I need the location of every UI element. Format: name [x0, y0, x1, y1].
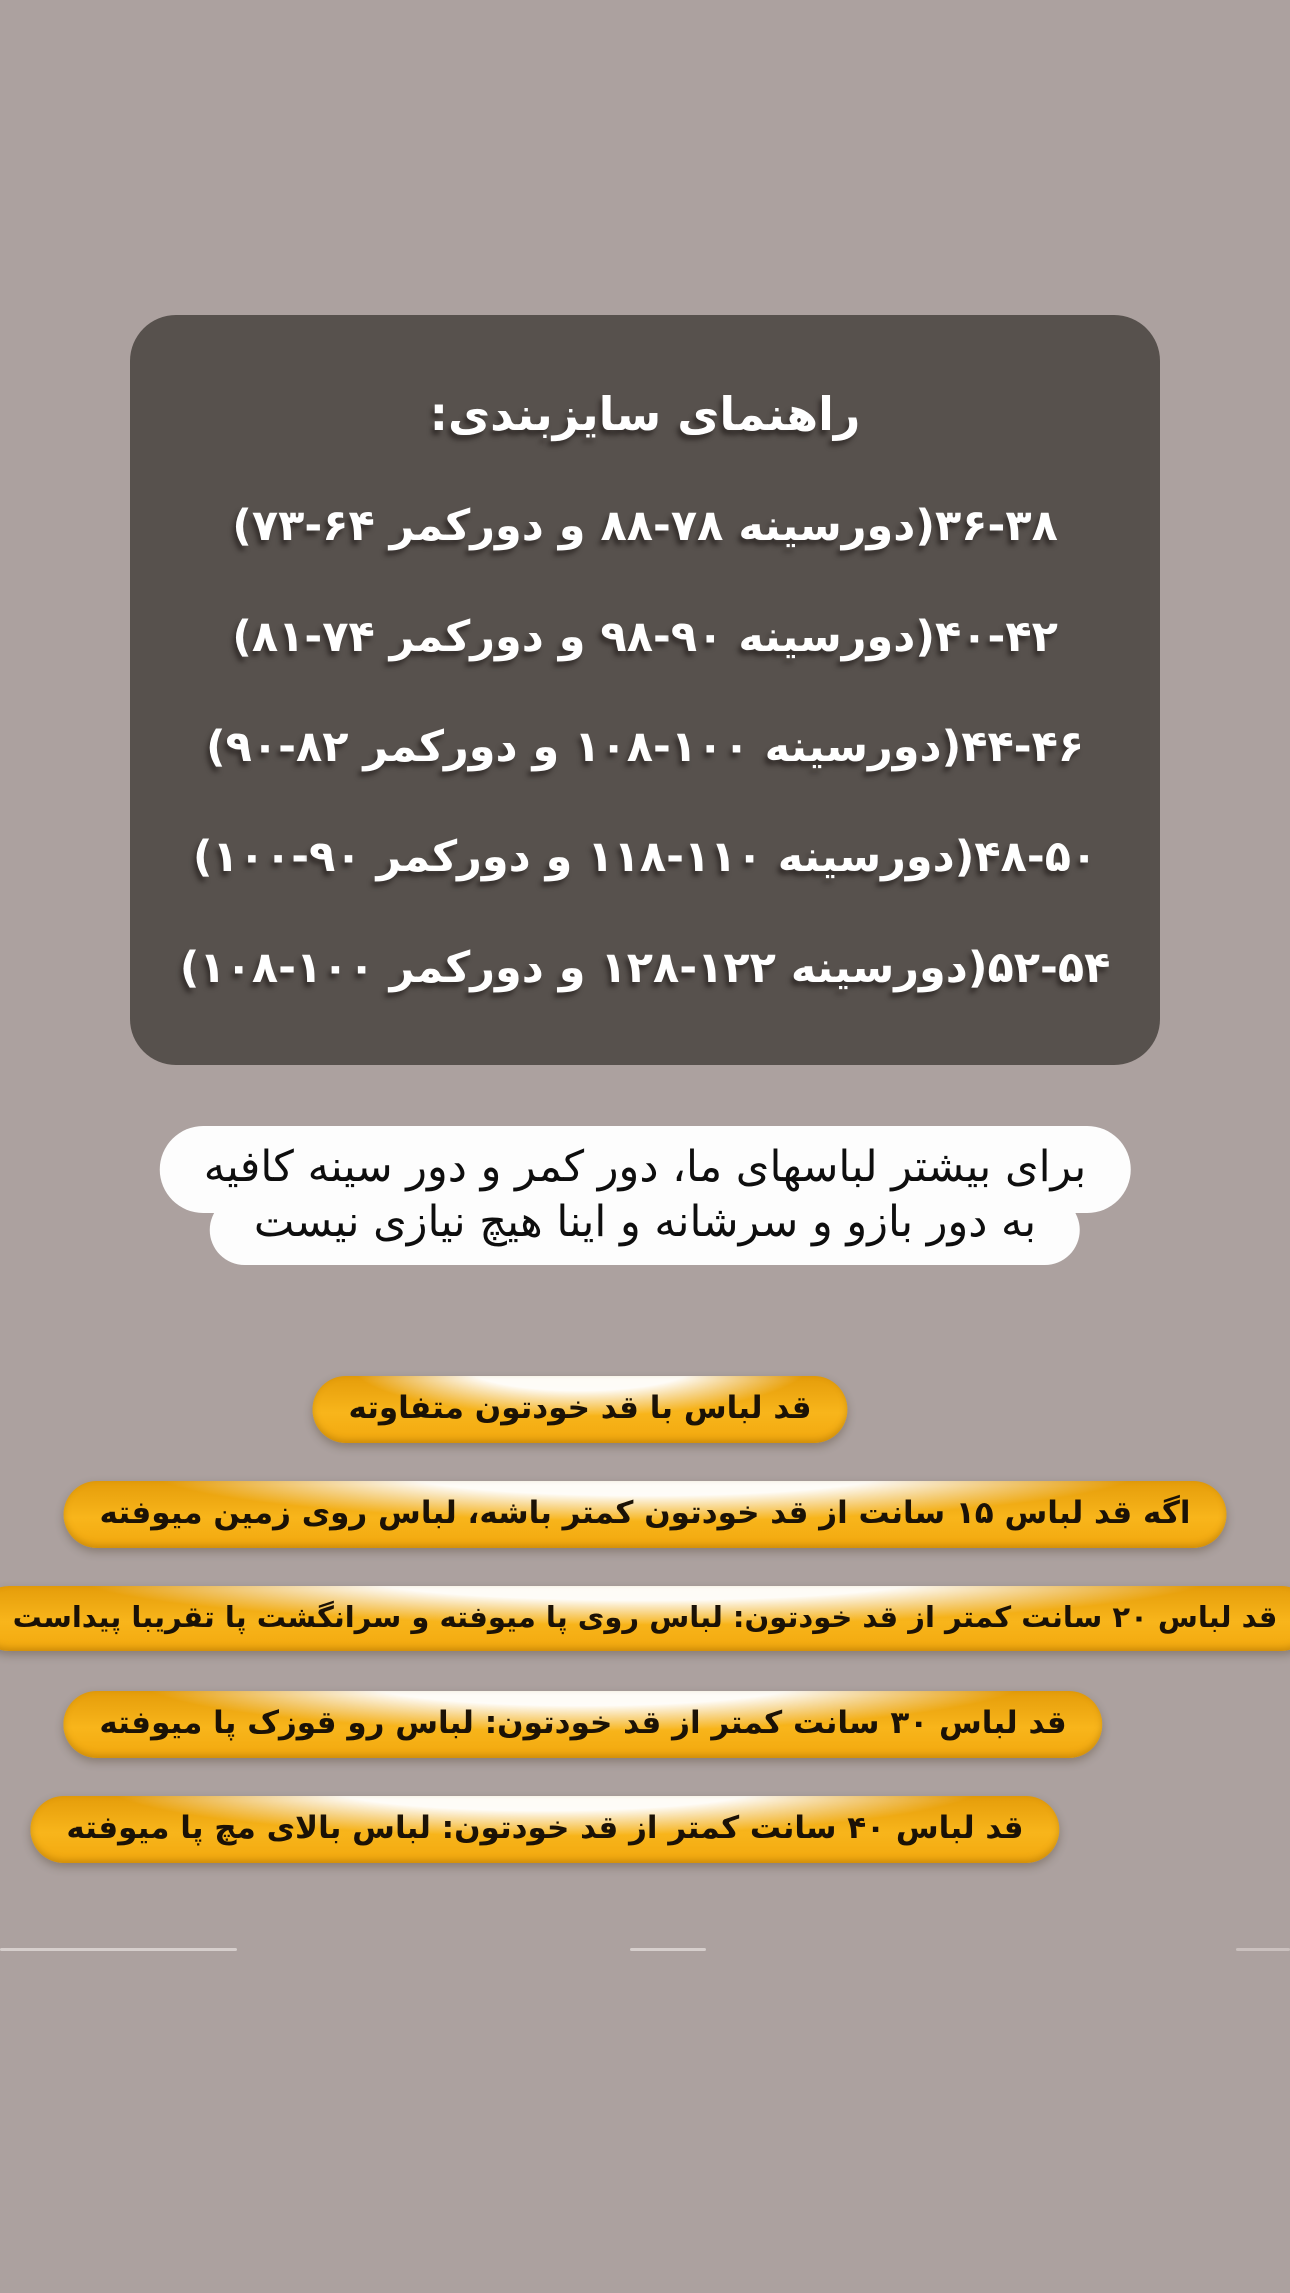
- length-note-pill-3: قد لباس ۲۰ سانت کمتر از قد خودتون: لباس روی پا میوفته و سرانگشت پا تقریبا پیداست: [0, 1586, 1290, 1651]
- size-guide-row-36-38: ۳۶-۳۸(دورسینه ۷۸-۸۸ و دورکمر ۶۴-۷۳): [232, 501, 1058, 552]
- length-note-pill-2: اگه قد لباس ۱۵ سانت از قد خودتون کمتر باشه، لباس روی زمین میوفته: [64, 1481, 1227, 1548]
- length-note-pill-1: قد لباس با قد خودتون متفاوته: [312, 1376, 847, 1443]
- divider-line-right: [1236, 1948, 1290, 1951]
- length-note-pill-4: قد لباس ۳۰ سانت کمتر از قد خودتون: لباس رو قوزک پا میوفته: [63, 1691, 1102, 1758]
- divider-line-left: [0, 1948, 237, 1951]
- length-note-pill-5: قد لباس ۴۰ سانت کمتر از قد خودتون: لباس بالای مچ پا میوفته: [30, 1796, 1059, 1863]
- size-guide-row-52-54: ۵۲-۵۴(دورسینه ۱۲۲-۱۲۸ و دورکمر ۱۰۰-۱۰۸): [179, 942, 1111, 993]
- size-guide-row-44-46: ۴۴-۴۶(دورسینه ۱۰۰-۱۰۸ و دورکمر ۸۲-۹۰): [205, 722, 1085, 773]
- note-line-1: برای بیشتر لباسهای ما، دور کمر و دور سینه کافیه: [160, 1126, 1131, 1213]
- size-guide-title: راهنمای سایزبندی:: [429, 387, 861, 442]
- size-guide-card: [130, 315, 1160, 1065]
- size-guide-row-40-42: ۴۰-۴۲(دورسینه ۹۰-۹۸ و دورکمر ۷۴-۸۱): [232, 611, 1058, 662]
- size-guide-row-48-50: ۴۸-۵۰(دورسینه ۱۱۰-۱۱۸ و دورکمر ۹۰-۱۰۰): [192, 832, 1098, 883]
- measurement-note-sticker: [160, 1126, 1131, 1265]
- divider-line-center: [630, 1948, 706, 1951]
- note-line-2: به دور بازو و سرشانه و اینا هیچ نیازی نیست: [210, 1195, 1080, 1264]
